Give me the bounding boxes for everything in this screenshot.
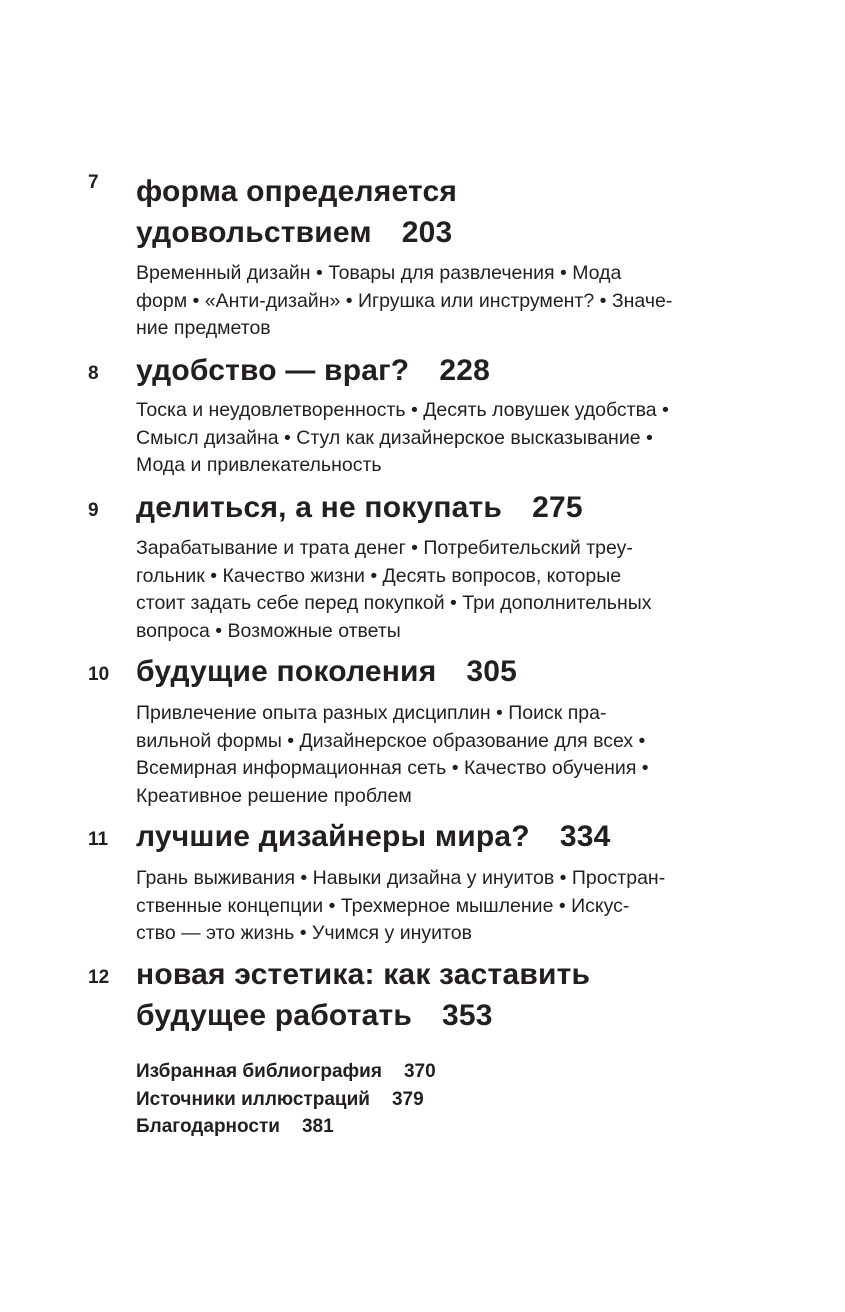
chapter-page-number: 228: [439, 354, 490, 387]
chapter-page-number: 305: [466, 655, 518, 688]
chapter-title-line: форма определяется: [136, 175, 458, 208]
backmatter-item-illustration-sources[interactable]: [136, 1086, 736, 1114]
backmatter-item-acknowledgements[interactable]: [136, 1113, 736, 1141]
description-line: ство — это жизнь • Учимся у инуитов: [136, 922, 472, 944]
description-line: Смысл дизайна • Стул как дизайнерское высказывание •: [136, 426, 653, 449]
chapter-page-number: 203: [401, 216, 453, 249]
chapter-title: [136, 816, 796, 857]
chapter-title: [136, 350, 796, 391]
chapter-title: [136, 954, 796, 1036]
chapter-number: 11: [88, 829, 109, 850]
chapter-number: 10: [88, 664, 110, 685]
chapter-title-line: удобство — враг?: [136, 354, 410, 387]
chapter-number: 12: [88, 967, 110, 988]
chapter-title: [136, 487, 796, 528]
description-line: Грань выживания • Навыки дизайна у инуитов • Простран-: [136, 867, 666, 889]
chapter-title-line: лучшие дизайнеры мира?: [136, 820, 530, 853]
chapter-number: 7: [88, 172, 99, 193]
chapter-page-number: 334: [559, 820, 611, 853]
chapter-title-line: делиться, а не покупать: [136, 491, 503, 524]
description-line: Креативное решение проблем: [136, 784, 412, 807]
chapter-title: [136, 651, 796, 692]
backmatter-label: Избранная библиография: [136, 1061, 382, 1082]
description-line: Всемирная информационная сеть • Качество обучения •: [136, 757, 649, 779]
backmatter-item-bibliography[interactable]: [136, 1058, 736, 1086]
description-line: Зарабатывание и трата денег • Потребительский треу-: [136, 537, 633, 559]
chapter-description: [136, 397, 776, 480]
backmatter-page-number: 370: [403, 1061, 436, 1082]
chapter-title-line: будущее работать: [136, 999, 413, 1032]
description-line: форм • «Анти-дизайн» • Игрушка или инструмент? • Значе-: [136, 289, 673, 312]
backmatter-label: Благодарности: [136, 1116, 280, 1137]
description-line: вопроса • Возможные ответы: [136, 619, 401, 642]
description-line: ственные концепции • Трехмерное мышление • Искус-: [136, 894, 630, 917]
chapter-description: [136, 865, 776, 948]
backmatter-list: [136, 1058, 736, 1141]
description-line: ние предметов: [136, 317, 271, 339]
chapter-description: [136, 700, 776, 810]
description-line: Временный дизайн • Товары для развлечения • Мода: [136, 262, 622, 284]
backmatter-label: Источники иллюстраций: [136, 1088, 370, 1110]
description-line: Привлечение опыта разных дисциплин • Поиск пра-: [136, 702, 607, 724]
chapter-title: [136, 171, 796, 253]
backmatter-page-number: 379: [391, 1088, 424, 1110]
description-line: Мода и привлекательность: [136, 454, 382, 476]
chapter-title-line: удовольствием: [136, 216, 372, 249]
description-line: вильной формы • Дизайнерское образование для всех •: [136, 729, 646, 752]
chapter-title-line: новая эстетика: как заставить: [136, 958, 591, 991]
chapter-description: [136, 535, 776, 645]
chapter-description: [136, 260, 776, 343]
chapter-page-number: 275: [532, 491, 583, 524]
chapter-number: 9: [88, 500, 99, 521]
description-line: Тоска и неудовлетворенность • Десять ловушек удобства •: [136, 399, 669, 421]
chapter-page-number: 353: [442, 999, 493, 1032]
chapter-title-line: будущие поколения: [136, 655, 437, 688]
description-line: гольник • Качество жизни • Десять вопросов, которые: [136, 564, 622, 587]
backmatter-page-number: 381: [301, 1116, 334, 1137]
chapter-number: 8: [88, 363, 99, 384]
description-line: стоит задать себе перед покупкой • Три дополнительных: [136, 592, 652, 614]
